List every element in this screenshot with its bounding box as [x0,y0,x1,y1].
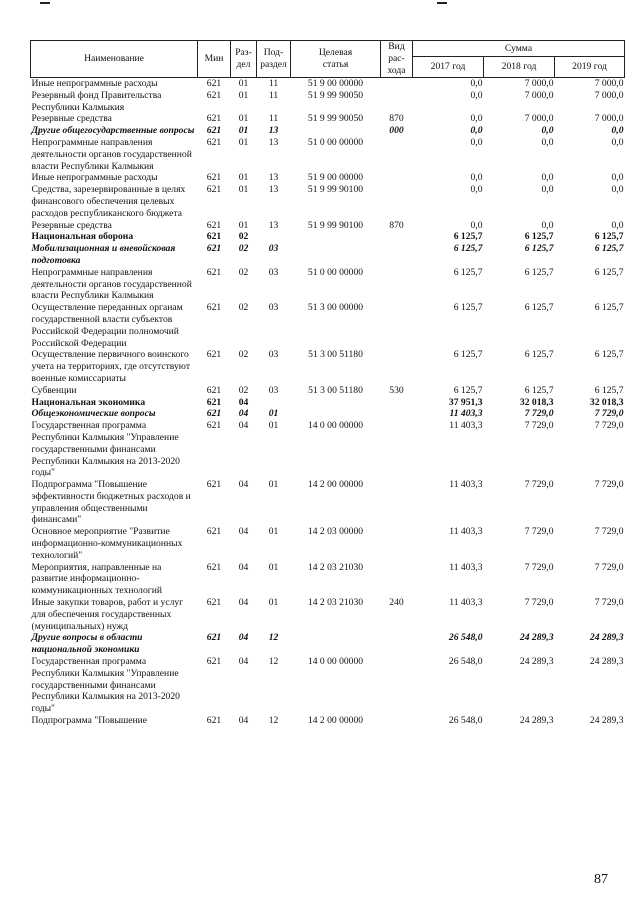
budget-table [30,40,625,727]
row-razdel: 01 [238,89,249,101]
row-2017: 6 125,7 [453,266,483,278]
table-row [31,632,625,656]
row-2017: 6 125,7 [453,349,483,361]
row-razdel: 04 [238,632,249,644]
page-number: 87 [594,872,608,887]
row-name: Другие общегосударственные вопросы [31,125,195,137]
row-name: Подпрограмма "Повышение эффективности бюджетных расходов и управления общественными финансами" [31,479,191,526]
row-2019: 0,0 [611,184,624,196]
row-podrazdel: 01 [268,479,279,491]
row-celevaya: 14 0 00 00000 [307,420,364,432]
row-razdel: 01 [238,78,249,89]
table-row [31,137,625,172]
row-2017: 26 548,0 [448,715,483,727]
row-min: 621 [206,349,222,361]
row-2017: 26 548,0 [448,656,483,668]
row-name: Иные закупки товаров, работ и услуг для обеспечения государственных (муниципальных) нужд [31,597,184,632]
row-2018: 0,0 [541,219,554,231]
row-name: Осуществление переданных органам государственной власти субъектов Российской Федерации полномочий Российской Федерации [31,302,183,349]
row-vid [381,349,413,384]
row-podrazdel: 12 [268,632,279,644]
row-min: 621 [206,266,222,278]
header-2019: 2019 год [555,57,625,78]
row-name: Непрограммные направления деятельности органов государственной власти Республики Калмыкия [31,266,192,302]
row-2018: 7 729,0 [524,597,554,609]
row-2018: 7 729,0 [524,526,554,538]
row-vid [381,231,413,243]
row-2018: 6 125,7 [524,231,554,243]
row-podrazdel: 03 [268,384,279,396]
row-name: Мероприятия, направленные на развитие информационно-коммуникационных технологий [31,561,162,597]
row-2018: 7 729,0 [524,479,554,491]
row-min: 621 [206,408,222,420]
row-min: 621 [206,597,222,609]
table-row [31,125,625,137]
row-min: 621 [206,89,222,101]
table-row [31,220,625,232]
row-min: 621 [206,715,222,727]
row-2018: 7 000,0 [524,113,554,125]
header-min: Мин [198,41,231,78]
row-2019: 6 125,7 [594,302,624,314]
row-2017: 11 403,3 [449,479,483,491]
row-vid [381,562,413,597]
row-vid [381,302,413,349]
row-podrazdel: 13 [268,184,279,196]
row-2019: 24 289,3 [589,656,624,668]
row-2018: 6 125,7 [524,266,554,278]
row-vid [381,526,413,561]
row-min: 621 [206,219,222,231]
row-podrazdel: 13 [268,136,279,148]
row-celevaya: 51 9 00 00000 [307,172,364,184]
row-2017: 6 125,7 [453,302,483,314]
row-min: 621 [206,384,222,396]
row-2019: 7 729,0 [594,420,624,432]
row-2017: 0,0 [470,184,483,196]
row-2019: 0,0 [611,219,624,231]
row-razdel: 01 [238,184,249,196]
header-podrazdel: Под- раздел [257,41,291,78]
row-2018: 7 729,0 [524,561,554,573]
row-celevaya: 14 2 00 00000 [307,715,364,727]
row-2017: 0,0 [470,78,483,89]
row-2018: 7 000,0 [524,78,554,89]
row-min: 621 [206,136,222,148]
row-min: 621 [206,243,222,255]
row-min: 621 [206,656,222,668]
row-celevaya: 51 9 00 00000 [307,78,364,89]
header-2017: 2017 год [413,57,484,78]
row-2019: 24 289,3 [589,715,624,727]
row-celevaya: 51 9 99 90050 [307,113,364,125]
row-celevaya: 51 0 00 00000 [307,266,364,278]
row-2019: 24 289,3 [589,632,624,644]
row-min: 621 [206,184,222,196]
row-2017: 11 403,3 [449,408,483,420]
row-2018: 0,0 [541,172,554,184]
row-2019: 32 018,3 [589,396,624,408]
row-razdel: 02 [238,302,249,314]
row-vid: 530 [389,384,404,396]
row-celevaya: 14 2 03 00000 [307,526,364,538]
row-name: Средства, зарезервированные в целях финансового обеспечения целевых расходов республиканского бюджета [31,184,186,219]
row-podrazdel: 01 [268,561,279,573]
row-min: 621 [206,231,222,243]
table-row [31,243,625,267]
row-min: 621 [206,420,222,432]
header-name: Наименование [31,41,198,78]
row-celevaya: 14 2 03 21030 [307,597,364,609]
row-min: 621 [206,78,222,89]
row-razdel: 04 [238,561,249,573]
row-razdel: 04 [238,656,249,668]
row-2017: 0,0 [470,113,483,125]
row-celevaya [291,408,381,420]
table-row [31,231,625,243]
row-2017: 37 951,3 [448,396,483,408]
row-celevaya [291,243,381,267]
row-2018: 0,0 [541,184,554,196]
row-2018: 7 729,0 [524,408,554,420]
row-celevaya: 14 2 03 21030 [307,561,364,573]
row-name: Резервные средства [31,219,112,231]
table-row [31,172,625,184]
row-2019: 7 000,0 [594,113,624,125]
row-name: Государственная программа Республики Калмыкия "Управление государственными финансами Республики Калмыкия на 2013-2020 годы" [31,420,180,479]
row-2019: 6 125,7 [594,266,624,278]
row-2018: 0,0 [541,136,554,148]
row-2017: 11 403,3 [449,561,483,573]
row-min: 621 [206,125,222,137]
row-podrazdel: 03 [268,243,279,255]
row-vid: 240 [389,597,404,609]
row-podrazdel: 13 [268,125,279,137]
row-podrazdel: 12 [268,656,279,668]
row-razdel: 01 [238,172,249,184]
row-2018: 32 018,3 [519,396,554,408]
row-2017: 6 125,7 [453,231,483,243]
table-row [31,113,625,125]
row-razdel: 04 [238,715,249,727]
row-2017: 6 125,7 [453,384,483,396]
row-celevaya [291,397,381,409]
row-vid [381,479,413,526]
row-podrazdel: 03 [268,349,279,361]
header-razdel: Раз- дел [231,41,257,78]
table-row [31,78,625,90]
row-name: Подпрограмма "Повышение [31,715,148,727]
row-vid: 870 [389,113,404,125]
row-celevaya: 51 9 99 90100 [307,219,364,231]
row-2019: 7 729,0 [594,479,624,491]
row-vid: 000 [389,125,404,137]
row-name: Основное мероприятие "Развитие информационно-коммуникационных технологий" [31,526,183,561]
table-row [31,349,625,384]
row-podrazdel: 11 [268,78,279,89]
row-celevaya: 51 9 99 90050 [307,89,364,101]
row-podrazdel: 11 [268,113,279,125]
table-row [31,597,625,632]
row-vid [381,408,413,420]
scan-mark-left [40,2,50,4]
row-razdel: 04 [238,526,249,538]
row-podrazdel: 03 [268,302,279,314]
row-podrazdel: 01 [268,408,279,420]
row-podrazdel [257,397,291,409]
row-name: Иные непрограммные расходы [31,172,158,184]
row-name: Осуществление первичного воинского учета на территориях, где отсутствуют военные комиссариаты [31,349,191,384]
row-vid [381,184,413,219]
table-row [31,715,625,727]
table-body [31,78,625,727]
row-celevaya [291,632,381,656]
row-razdel: 02 [238,384,249,396]
row-podrazdel: 01 [268,420,279,432]
row-razdel: 01 [238,219,249,231]
row-2019: 7 729,0 [594,408,624,420]
row-name: Непрограммные направления деятельности органов государственной власти Республики Калмыкия [31,136,192,172]
row-vid [381,172,413,184]
row-2019: 0,0 [611,172,624,184]
row-vid [381,632,413,656]
row-2017: 11 403,3 [449,420,483,432]
row-min: 621 [206,302,222,314]
row-podrazdel: 01 [268,597,279,609]
row-razdel: 01 [238,125,249,137]
row-2019: 7 000,0 [594,78,624,89]
row-2019: 7 729,0 [594,561,624,573]
row-2019: 0,0 [611,125,624,137]
table-row [31,420,625,479]
row-celevaya: 14 0 00 00000 [307,656,364,668]
row-podrazdel: 03 [268,266,279,278]
row-2018: 6 125,7 [524,243,554,255]
row-razdel: 02 [238,243,249,255]
row-celevaya [291,125,381,137]
row-podrazdel: 12 [268,715,279,727]
table-row [31,267,625,302]
row-vid: 870 [389,219,404,231]
table-row [31,302,625,349]
header-celevaya: Целевая статья [291,41,381,78]
row-2018: 0,0 [541,125,554,137]
row-razdel: 02 [238,231,249,243]
row-celevaya [291,231,381,243]
row-2018: 6 125,7 [524,384,554,396]
row-min: 621 [206,172,222,184]
row-min: 621 [206,561,222,573]
table-row [31,656,625,715]
row-2017: 0,0 [470,136,483,148]
row-name: Резервный фонд Правительства Республики Калмыкия [31,89,162,113]
row-name: Субвенции [31,384,77,396]
row-celevaya: 51 0 00 00000 [307,136,364,148]
row-min: 621 [206,632,222,644]
row-2019: 7 729,0 [594,597,624,609]
row-2019: 6 125,7 [594,349,624,361]
row-celevaya: 51 3 00 51180 [308,349,363,361]
row-celevaya: 51 9 99 90100 [307,184,364,196]
table-row [31,562,625,597]
row-2019: 6 125,7 [594,243,624,255]
row-2019: 6 125,7 [594,231,624,243]
row-2018: 24 289,3 [519,656,554,668]
row-vid [381,78,413,90]
row-razdel: 04 [238,408,249,420]
row-2019: 7 000,0 [594,89,624,101]
row-2018: 6 125,7 [524,349,554,361]
row-podrazdel: 13 [268,172,279,184]
row-vid [381,715,413,727]
scan-mark-right [437,2,447,4]
row-vid [381,656,413,715]
row-2019: 6 125,7 [594,384,624,396]
row-podrazdel: 13 [268,219,279,231]
header-vid: Вид рас- хода [381,41,413,78]
table-row [31,397,625,409]
row-2018: 7 000,0 [524,89,554,101]
row-2017: 0,0 [470,172,483,184]
row-2017: 0,0 [470,89,483,101]
row-min: 621 [206,479,222,491]
row-name: Другие вопросы в области национальной экономики [31,632,143,656]
row-podrazdel: 11 [268,89,279,101]
row-2019: 7 729,0 [594,526,624,538]
row-2017: 0,0 [470,125,483,137]
table-row [31,90,625,114]
row-razdel: 04 [238,396,249,408]
row-2017: 0,0 [470,219,483,231]
row-name: Резервные средства [31,113,112,125]
row-celevaya: 51 3 00 00000 [307,302,364,314]
table-row [31,526,625,561]
row-name: Мобилизационная и вневойсковая подготовка [31,243,176,266]
header-summa: Сумма [413,41,625,57]
row-razdel: 02 [238,266,249,278]
row-celevaya: 51 3 00 51180 [308,384,363,396]
row-name: Государственная программа Республики Калмыкия "Управление государственными финансами Республики Калмыкия на 2013-2020 годы" [31,656,180,715]
row-razdel: 04 [238,597,249,609]
row-2017: 11 403,3 [449,597,483,609]
row-name: Национальная оборона [31,231,134,243]
row-razdel: 01 [238,136,249,148]
row-name: Иные непрограммные расходы [31,78,158,89]
row-2018: 6 125,7 [524,302,554,314]
row-razdel: 04 [238,420,249,432]
row-min: 621 [206,526,222,538]
row-2018: 7 729,0 [524,420,554,432]
row-name: Национальная экономика [31,396,146,408]
row-vid [381,397,413,409]
row-name: Общеэкономические вопросы [31,408,156,420]
table-row [31,184,625,219]
row-vid [381,243,413,267]
row-2017: 11 403,3 [449,526,483,538]
row-podrazdel: 01 [268,526,279,538]
row-2018: 24 289,3 [519,632,554,644]
row-2017: 26 548,0 [448,632,483,644]
row-2019: 0,0 [611,136,624,148]
header-2018: 2018 год [484,57,555,78]
row-vid [381,90,413,114]
table-row [31,408,625,420]
row-vid [381,137,413,172]
row-razdel: 04 [238,479,249,491]
table-row [31,479,625,526]
row-vid [381,267,413,302]
table-row [31,385,625,397]
row-razdel: 02 [238,349,249,361]
row-2018: 24 289,3 [519,715,554,727]
row-2017: 6 125,7 [453,243,483,255]
row-min: 621 [206,396,222,408]
row-vid [381,420,413,479]
row-celevaya: 14 2 00 00000 [307,479,364,491]
row-razdel: 01 [238,113,249,125]
row-podrazdel [257,231,291,243]
row-min: 621 [206,113,222,125]
